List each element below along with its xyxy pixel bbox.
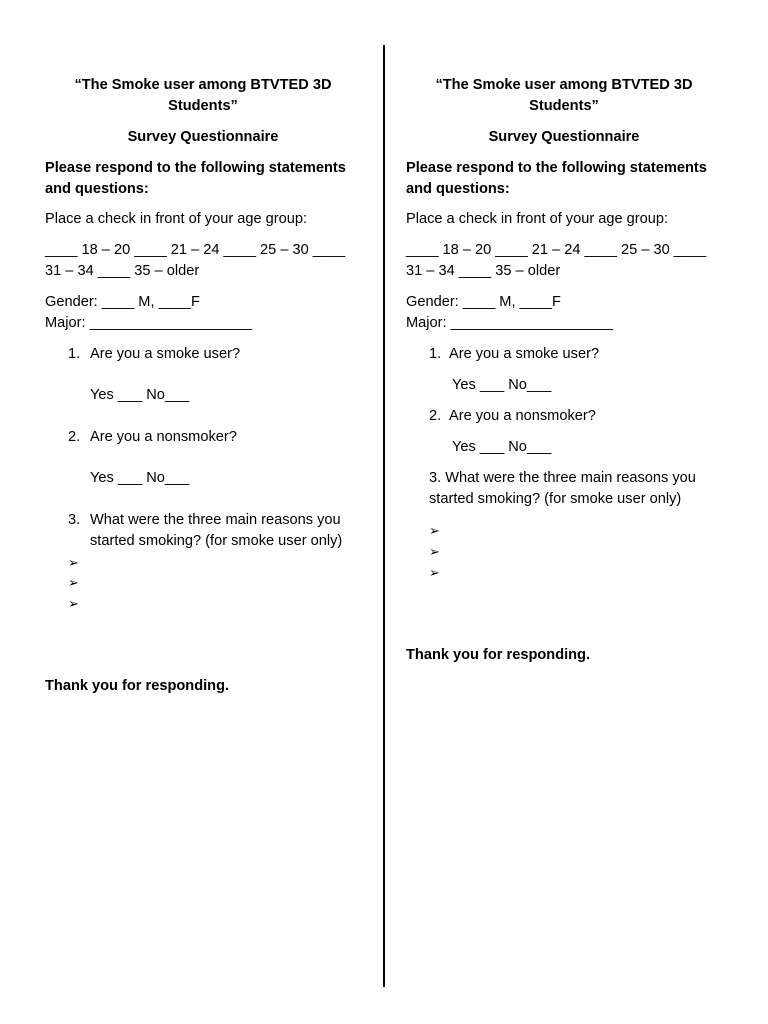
- question-1-number: 1.: [68, 346, 81, 362]
- survey-title: “The Smoke user among BTVTED 3D Students”: [435, 77, 693, 114]
- age-options-line-2: 31 – 34 ____ 35 – older: [45, 263, 200, 279]
- question-2-answer: Yes ___ No___: [452, 439, 552, 455]
- question-2-number: 2.: [68, 429, 81, 445]
- arrow-bullet-icon: ➢: [429, 565, 440, 580]
- arrow-bullet-icon: ➢: [429, 544, 440, 559]
- question-3-text-line-2: started smoking? (for smoke user only): [90, 533, 343, 549]
- arrow-bullet-icon: ➢: [68, 555, 79, 570]
- arrow-bullet-icon: ➢: [68, 575, 79, 590]
- age-prompt: Place a check in front of your age group:: [45, 211, 308, 227]
- question-1-number: 1.: [429, 346, 442, 362]
- age-prompt: Place a check in front of your age group:: [406, 211, 669, 227]
- question-2-number: 2.: [429, 408, 442, 424]
- question-1-text: Are you a smoke user?: [449, 346, 600, 362]
- question-3-line-2: started smoking? (for smoke user only): [429, 491, 682, 507]
- gender-field: Gender: ____ M, ____F: [45, 294, 200, 310]
- arrow-bullet-icon: ➢: [429, 523, 440, 538]
- question-2-answer: Yes ___ No___: [90, 470, 190, 486]
- instructions: Please respond to the following statements and questions:: [45, 160, 346, 197]
- survey-subtitle: Survey Questionnaire: [488, 129, 640, 145]
- major-field: Major: ____________________: [45, 315, 252, 331]
- age-options-line-2: 31 – 34 ____ 35 – older: [406, 263, 561, 279]
- question-1-answer: Yes ___ No___: [90, 387, 190, 403]
- question-3-number: 3.: [68, 512, 81, 528]
- question-1-answer: Yes ___ No___: [452, 377, 552, 393]
- question-3-text-line-1: What were the three main reasons you: [90, 512, 341, 528]
- question-1-text: Are you a smoke user?: [90, 346, 241, 362]
- column-divider: [383, 45, 385, 987]
- age-options-line-1: ____ 18 – 20 ____ 21 – 24 ____ 25 – 30 ____: [45, 242, 346, 258]
- instructions: Please respond to the following statements and questions:: [406, 160, 707, 197]
- age-options-line-1: ____ 18 – 20 ____ 21 – 24 ____ 25 – 30 ____: [406, 242, 707, 258]
- thank-you-note: Thank you for responding.: [45, 678, 230, 694]
- survey-title: “The Smoke user among BTVTED 3D Students”: [74, 77, 332, 114]
- question-2-text: Are you a nonsmoker?: [90, 429, 237, 445]
- survey-subtitle: Survey Questionnaire: [127, 129, 279, 145]
- question-3-line-1: 3. What were the three main reasons you: [429, 470, 696, 486]
- arrow-bullet-icon: ➢: [68, 596, 79, 611]
- gender-field: Gender: ____ M, ____F: [406, 294, 561, 310]
- major-field: Major: ____________________: [406, 315, 613, 331]
- thank-you-note: Thank you for responding.: [406, 647, 591, 663]
- question-2-text: Are you a nonsmoker?: [449, 408, 596, 424]
